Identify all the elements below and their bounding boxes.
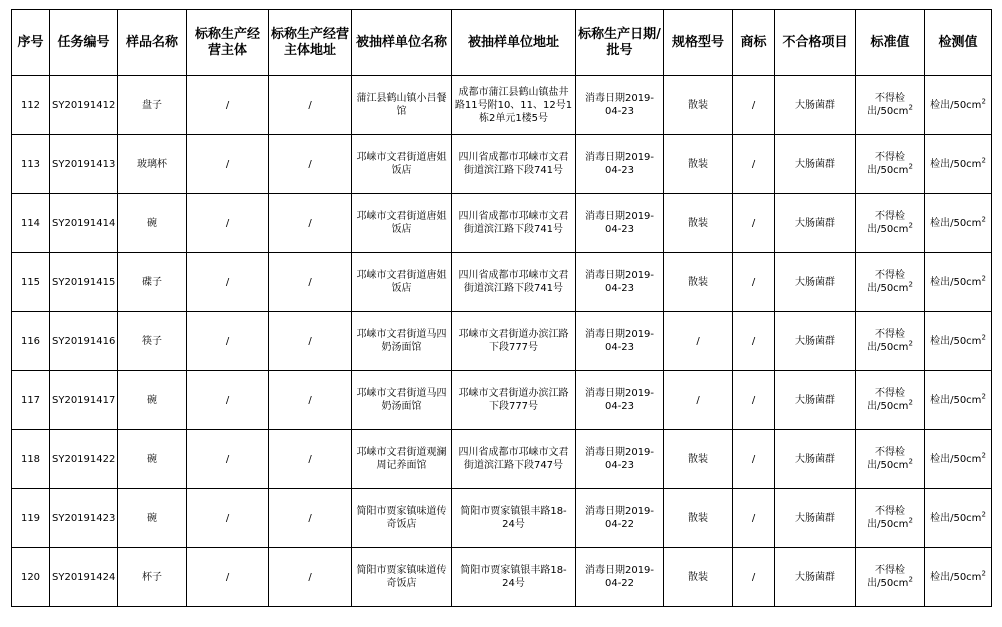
cell-sampled-unit-address: 成都市蒲江县鹤山镇盐井路11号附10、11、12号1栋2单元1楼5号	[452, 76, 576, 135]
cell-sample-name: 碗	[118, 430, 187, 489]
cell-brand: /	[733, 312, 775, 371]
cell-failed-item: 大肠菌群	[775, 548, 856, 607]
cell-date-batch: 消毒日期2019-04-23	[576, 430, 664, 489]
cell-sampled-unit-address: 四川省成都市邛崃市文君街道滨江路下段741号	[452, 253, 576, 312]
measured-value-exponent: 2	[981, 97, 986, 106]
cell-sample-name: 盘子	[118, 76, 187, 135]
cell-date-batch: 消毒日期2019-04-23	[576, 253, 664, 312]
cell-standard-value	[856, 430, 925, 489]
standard-value-exponent: 2	[908, 398, 913, 407]
cell-date-batch: 消毒日期2019-04-22	[576, 548, 664, 607]
table-row	[12, 253, 992, 312]
cell-task-id: SY20191412	[50, 76, 118, 135]
measured-value-text: 检出/50cm	[930, 512, 982, 524]
cell-brand: /	[733, 489, 775, 548]
cell-sampled-unit-address: 简阳市贾家镇银丰路18-24号	[452, 489, 576, 548]
cell-standard-value	[856, 312, 925, 371]
cell-sampled-unit: 邛崃市文君街道马四奶汤面馆	[352, 371, 452, 430]
cell-brand: /	[733, 253, 775, 312]
cell-date-batch: 消毒日期2019-04-23	[576, 135, 664, 194]
measured-value-exponent: 2	[981, 156, 986, 165]
cell-producer-address: /	[269, 430, 352, 489]
standard-value-text: 不得检出/50cm	[867, 447, 909, 471]
cell-sampled-unit: 蒲江县鹤山镇小吕餐馆	[352, 76, 452, 135]
cell-spec: 散装	[664, 548, 733, 607]
cell-failed-item: 大肠菌群	[775, 76, 856, 135]
cell-task-id: SY20191423	[50, 489, 118, 548]
cell-measured-value	[925, 76, 992, 135]
cell-sampled-unit-address: 四川省成都市邛崃市文君街道滨江路下段747号	[452, 430, 576, 489]
standard-value-text: 不得检出/50cm	[867, 565, 909, 589]
cell-sampled-unit-address: 四川省成都市邛崃市文君街道滨江路下段741号	[452, 194, 576, 253]
cell-measured-value	[925, 430, 992, 489]
cell-failed-item: 大肠菌群	[775, 135, 856, 194]
header-producer-address: 标称生产经营主体地址	[269, 10, 352, 76]
cell-sampled-unit-address: 邛崃市文君街道办滨江路下段777号	[452, 312, 576, 371]
cell-measured-value	[925, 194, 992, 253]
measured-value-exponent: 2	[981, 451, 986, 460]
measured-value-exponent: 2	[981, 215, 986, 224]
table-row	[12, 548, 992, 607]
cell-producer-address: /	[269, 253, 352, 312]
cell-index: 115	[12, 253, 50, 312]
header-failed-item: 不合格项目	[775, 10, 856, 76]
cell-producer-address: /	[269, 371, 352, 430]
cell-brand: /	[733, 548, 775, 607]
cell-date-batch: 消毒日期2019-04-22	[576, 489, 664, 548]
cell-brand: /	[733, 430, 775, 489]
cell-index: 120	[12, 548, 50, 607]
standard-value-text: 不得检出/50cm	[867, 211, 909, 235]
cell-sample-name: 碗	[118, 489, 187, 548]
header-sample-name: 样品名称	[118, 10, 187, 76]
measured-value-exponent: 2	[981, 274, 986, 283]
header-brand: 商标	[733, 10, 775, 76]
table-row	[12, 76, 992, 135]
cell-standard-value	[856, 253, 925, 312]
cell-sampled-unit: 邛崃市文君街道马四奶汤面馆	[352, 312, 452, 371]
cell-sampled-unit: 邛崃市文君街道唐姐饭店	[352, 194, 452, 253]
header-sampled-unit-address: 被抽样单位地址	[452, 10, 576, 76]
cell-spec: 散装	[664, 253, 733, 312]
table-row	[12, 312, 992, 371]
cell-index: 114	[12, 194, 50, 253]
standard-value-text: 不得检出/50cm	[867, 329, 909, 353]
cell-sampled-unit: 邛崃市文君街道唐姐饭店	[352, 135, 452, 194]
cell-spec: 散装	[664, 135, 733, 194]
cell-index: 112	[12, 76, 50, 135]
standard-value-exponent: 2	[908, 575, 913, 584]
cell-producer: /	[187, 430, 269, 489]
cell-standard-value	[856, 194, 925, 253]
cell-sampled-unit: 简阳市贾家镇味道传奇饭店	[352, 489, 452, 548]
cell-measured-value	[925, 548, 992, 607]
standard-value-text: 不得检出/50cm	[867, 506, 909, 530]
measured-value-text: 检出/50cm	[930, 158, 982, 170]
cell-date-batch: 消毒日期2019-04-23	[576, 76, 664, 135]
cell-sampled-unit-address: 四川省成都市邛崃市文君街道滨江路下段741号	[452, 135, 576, 194]
measured-value-exponent: 2	[981, 569, 986, 578]
cell-standard-value	[856, 135, 925, 194]
cell-measured-value	[925, 371, 992, 430]
table-row	[12, 430, 992, 489]
standard-value-text: 不得检出/50cm	[867, 270, 909, 294]
measured-value-text: 检出/50cm	[930, 453, 982, 465]
cell-producer-address: /	[269, 489, 352, 548]
cell-index: 113	[12, 135, 50, 194]
cell-producer-address: /	[269, 76, 352, 135]
cell-sample-name: 碗	[118, 371, 187, 430]
cell-index: 119	[12, 489, 50, 548]
cell-sampled-unit: 邛崃市文君街道唐姐饭店	[352, 253, 452, 312]
cell-failed-item: 大肠菌群	[775, 253, 856, 312]
cell-measured-value	[925, 489, 992, 548]
cell-task-id: SY20191417	[50, 371, 118, 430]
cell-sampled-unit: 简阳市贾家镇味道传奇饭店	[352, 548, 452, 607]
table-row	[12, 371, 992, 430]
cell-spec: 散装	[664, 489, 733, 548]
cell-task-id: SY20191424	[50, 548, 118, 607]
cell-sampled-unit-address: 简阳市贾家镇银丰路18-24号	[452, 548, 576, 607]
cell-producer: /	[187, 312, 269, 371]
cell-index: 117	[12, 371, 50, 430]
cell-index: 118	[12, 430, 50, 489]
cell-sample-name: 玻璃杯	[118, 135, 187, 194]
header-date-batch: 标称生产日期/批号	[576, 10, 664, 76]
cell-producer: /	[187, 548, 269, 607]
measured-value-exponent: 2	[981, 333, 986, 342]
standard-value-text: 不得检出/50cm	[867, 152, 909, 176]
measured-value-text: 检出/50cm	[930, 335, 982, 347]
cell-index: 116	[12, 312, 50, 371]
header-index: 序号	[12, 10, 50, 76]
cell-sampled-unit: 邛崃市文君街道观澜周记养面馆	[352, 430, 452, 489]
cell-measured-value	[925, 135, 992, 194]
header-spec: 规格型号	[664, 10, 733, 76]
cell-producer: /	[187, 489, 269, 548]
cell-standard-value	[856, 548, 925, 607]
standard-value-exponent: 2	[908, 221, 913, 230]
table-header-row	[12, 10, 992, 76]
standard-value-text: 不得检出/50cm	[867, 93, 909, 117]
header-task-id: 任务编号	[50, 10, 118, 76]
cell-spec: 散装	[664, 194, 733, 253]
table-body	[12, 76, 992, 607]
cell-task-id: SY20191422	[50, 430, 118, 489]
measured-value-text: 检出/50cm	[930, 99, 982, 111]
cell-standard-value	[856, 371, 925, 430]
header-standard-value: 标准值	[856, 10, 925, 76]
cell-sample-name: 杯子	[118, 548, 187, 607]
header-sampled-unit: 被抽样单位名称	[352, 10, 452, 76]
cell-producer-address: /	[269, 312, 352, 371]
cell-task-id: SY20191413	[50, 135, 118, 194]
cell-failed-item: 大肠菌群	[775, 371, 856, 430]
cell-producer-address: /	[269, 135, 352, 194]
table-row	[12, 489, 992, 548]
measured-value-text: 检出/50cm	[930, 276, 982, 288]
cell-failed-item: 大肠菌群	[775, 194, 856, 253]
cell-task-id: SY20191415	[50, 253, 118, 312]
header-measured-value: 检测值	[925, 10, 992, 76]
cell-producer: /	[187, 253, 269, 312]
cell-task-id: SY20191414	[50, 194, 118, 253]
cell-spec: /	[664, 312, 733, 371]
cell-producer: /	[187, 371, 269, 430]
cell-standard-value	[856, 76, 925, 135]
cell-sample-name: 碟子	[118, 253, 187, 312]
cell-brand: /	[733, 76, 775, 135]
table-row	[12, 194, 992, 253]
inspection-results-table	[11, 9, 992, 607]
cell-producer: /	[187, 135, 269, 194]
cell-producer-address: /	[269, 194, 352, 253]
cell-producer: /	[187, 76, 269, 135]
cell-producer: /	[187, 194, 269, 253]
measured-value-exponent: 2	[981, 392, 986, 401]
header-producer: 标称生产经营主体	[187, 10, 269, 76]
table-row	[12, 135, 992, 194]
cell-spec: /	[664, 371, 733, 430]
cell-sample-name: 筷子	[118, 312, 187, 371]
measured-value-exponent: 2	[981, 510, 986, 519]
cell-spec: 散装	[664, 430, 733, 489]
cell-producer-address: /	[269, 548, 352, 607]
measured-value-text: 检出/50cm	[930, 217, 982, 229]
cell-measured-value	[925, 253, 992, 312]
cell-task-id: SY20191416	[50, 312, 118, 371]
standard-value-text: 不得检出/50cm	[867, 388, 909, 412]
cell-sample-name: 碗	[118, 194, 187, 253]
cell-measured-value	[925, 312, 992, 371]
cell-date-batch: 消毒日期2019-04-23	[576, 371, 664, 430]
standard-value-exponent: 2	[908, 103, 913, 112]
cell-brand: /	[733, 135, 775, 194]
cell-brand: /	[733, 371, 775, 430]
standard-value-exponent: 2	[908, 162, 913, 171]
standard-value-exponent: 2	[908, 516, 913, 525]
standard-value-exponent: 2	[908, 339, 913, 348]
standard-value-exponent: 2	[908, 280, 913, 289]
measured-value-text: 检出/50cm	[930, 571, 982, 583]
cell-failed-item: 大肠菌群	[775, 312, 856, 371]
measured-value-text: 检出/50cm	[930, 394, 982, 406]
cell-date-batch: 消毒日期2019-04-23	[576, 194, 664, 253]
cell-brand: /	[733, 194, 775, 253]
standard-value-exponent: 2	[908, 457, 913, 466]
cell-standard-value	[856, 489, 925, 548]
cell-failed-item: 大肠菌群	[775, 489, 856, 548]
cell-date-batch: 消毒日期2019-04-23	[576, 312, 664, 371]
cell-failed-item: 大肠菌群	[775, 430, 856, 489]
cell-spec: 散装	[664, 76, 733, 135]
cell-sampled-unit-address: 邛崃市文君街道办滨江路下段777号	[452, 371, 576, 430]
